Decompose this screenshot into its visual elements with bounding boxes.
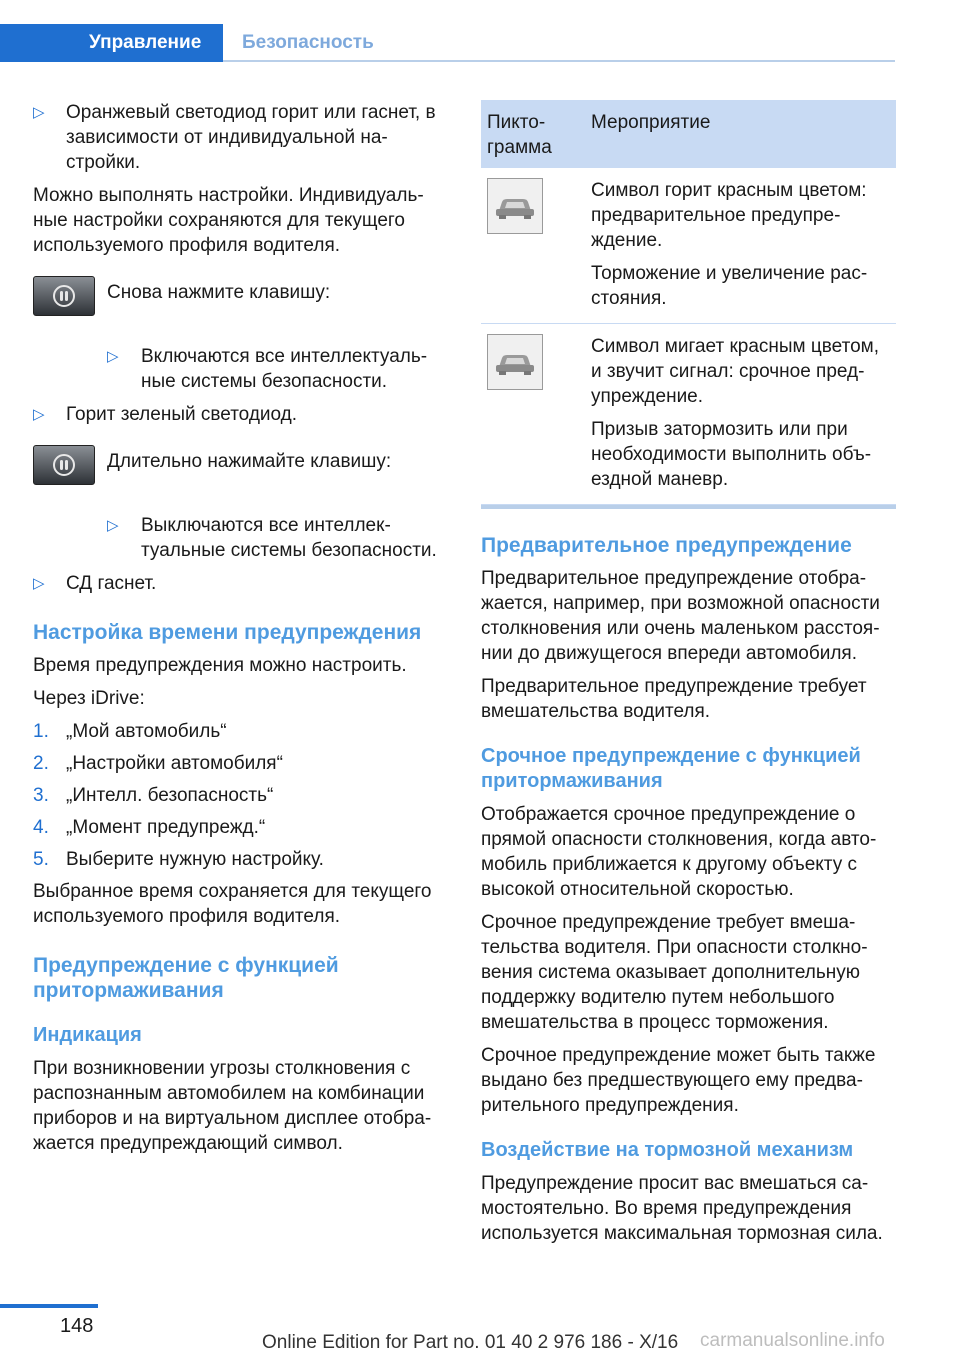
pictogram-table <box>481 100 896 505</box>
press-again-row <box>33 280 448 340</box>
safety-button-icon <box>33 276 95 316</box>
page-number: 148 <box>60 1315 94 1337</box>
table-end-rule <box>481 505 896 509</box>
prewarning-paragraph-1: Предварительное предупреждение отображается, например, при возможной опасности столкновения или очень маленьком расстоянии до движущегося впереди автомобиля. <box>481 568 880 664</box>
bullet-led-off: ▷ СД гаснет. <box>33 573 157 594</box>
triangle-bullet-icon: ▷ <box>107 348 119 365</box>
car-warning-icon <box>487 334 543 390</box>
heading-brake-effect: Воздействие на тормозной механизм <box>481 1139 854 1161</box>
table-row: Символ мигает красным цветом, и звучит сигнал: срочное предупреждение. Призыв затормозить или при необходимости выполнить объездной маневр. <box>481 324 896 505</box>
heading-braking-warning: Предупреждение с функцией притормаживания <box>33 954 339 1002</box>
heading-indication: Индикация <box>33 1024 142 1046</box>
press-again-sub <box>107 344 448 394</box>
edition-note: Online Edition for Part no. 01 40 2 976 186 - X/16 <box>262 1332 679 1353</box>
steps-list <box>33 719 448 872</box>
bullet-orange-led: ▷ Оранжевый светодиод горит или гаснет, в зависимости от индивидуальной настройки. <box>33 102 436 173</box>
triangle-bullet-icon: ▷ <box>33 575 45 592</box>
hold-press-row <box>33 449 448 509</box>
press-again-text: Снова нажмите клавишу: <box>107 282 331 303</box>
triangle-bullet-icon: ▷ <box>33 406 45 423</box>
time-paragraph: Время предупреждения можно настроить. <box>33 655 407 676</box>
list-item: 2. „Настройки автомобиля“ <box>33 753 283 774</box>
triangle-bullet-icon: ▷ <box>107 517 119 534</box>
list-item: 4. „Момент предупрежд.“ <box>33 817 266 838</box>
left-column <box>33 100 448 1164</box>
header-rule <box>223 60 895 62</box>
heading-urgent-warning: Срочное предупреждение с функцией притормаживания <box>481 745 861 792</box>
sub-bullet-off: ▷ Выключаются все интеллектуальные системы безопасности. <box>107 515 437 561</box>
urgent-paragraph-2: Срочное предупреждение требует вмешательства водителя. При опасности столкновения система оказывает дополнительную поддержку водителю путем небольшого вмешательства в процесс торможения. <box>481 912 868 1033</box>
watermark: carmanualsonline.info <box>700 1330 885 1351</box>
hold-press-sub <box>107 513 448 563</box>
list-item: 5. Выберите нужную настройку. <box>33 849 324 870</box>
urgent-paragraph-1: Отображается срочное предупреждение о прямой опасности столкновения, когда автомобиль приближается к другому объекту с высокой относительной скоростью. <box>481 804 877 900</box>
indication-paragraph: При возникновении угрозы столкновения с распознанным автомобилем на комбинации приборов и на виртуальном дисплее отображается предупреждающий символ. <box>33 1058 432 1154</box>
bullet-green-led: ▷ Горит зеленый светодиод. <box>33 404 298 425</box>
safety-button-icon <box>33 445 95 485</box>
saved-paragraph: Выбранное время сохраняется для текущего используемого профиля водителя. <box>33 881 432 927</box>
list-item: 1. „Мой автомобиль“ <box>33 721 227 742</box>
idrive-paragraph: Через iDrive: <box>33 688 145 709</box>
section-tab-control[interactable]: Управление <box>0 24 223 62</box>
heading-prewarning: Предварительное предупреждение <box>481 534 852 557</box>
hold-press-text: Длительно нажимайте клавишу: <box>107 451 392 472</box>
section-tab-safety[interactable]: Безопасность <box>242 32 374 53</box>
footer-rule <box>0 1304 98 1308</box>
urgent-paragraph-3: Срочное предупреждение может быть также выдано без предшествующего ему предварительного предупреждения. <box>481 1045 876 1116</box>
prewarning-paragraph-2: Предварительное предупреждение требует вмешательства водителя. <box>481 676 867 722</box>
triangle-bullet-icon: ▷ <box>33 104 45 121</box>
heading-warning-time: Настройка времени предупреждения <box>33 621 422 644</box>
table-row: Символ горит красным цветом: предварительное предупреждение. Торможение и увеличение расстояния. <box>481 168 896 324</box>
list-item: 3. „Интелл. безопасность“ <box>33 785 274 806</box>
brake-paragraph: Предупреждение просит вас вмешаться самостоятельно. Во время предупреждения используется максимальная тормозная сила. <box>481 1173 883 1244</box>
table-header-action: Мероприятие <box>585 100 896 168</box>
sub-bullet-on: ▷ Включаются все интеллектуальные системы безопасности. <box>107 346 428 392</box>
page-header <box>0 24 895 62</box>
table-header-pictogram: Пиктограмма <box>481 100 585 168</box>
car-warning-icon <box>487 178 543 234</box>
right-column <box>481 100 896 1254</box>
settings-paragraph: Можно выполнять настройки. Индивидуальные настройки сохраняются для текущего используемого профиля водителя. <box>33 185 424 256</box>
